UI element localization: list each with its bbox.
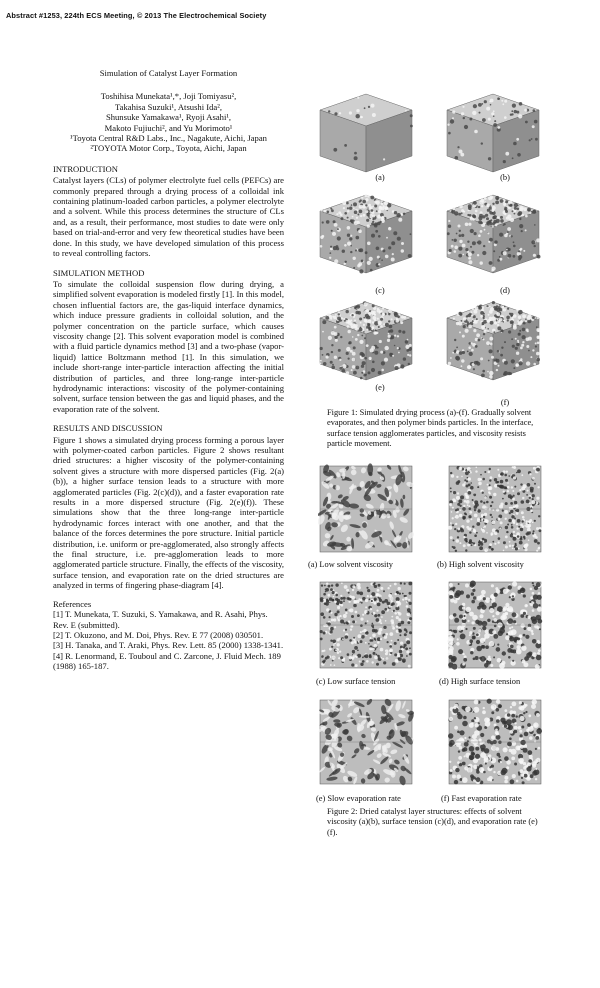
fig1-label-f: (f) — [500, 398, 510, 407]
page-header: Abstract #1253, 224th ECS Meeting, © 2013 The Electrochemical Society — [6, 11, 267, 20]
fig2-label-c: (c) Low surface tension — [316, 677, 396, 686]
fig1-panel-b — [445, 92, 541, 174]
author-line-3: Shunsuke Yamakawa¹, Ryoji Asahi¹, — [105, 112, 232, 123]
reference-4: [4] R. Lenormand, E. Touboul and C. Zarcone, J. Fluid Mech. 189 (1988) 165-187. — [53, 650, 281, 672]
affiliation-1: ¹Toyota Central R&D Labs., Inc., Nagakute, Aichi, Japan — [70, 133, 267, 144]
fig2-label-e: (e) Slow evaporation rate — [316, 794, 401, 803]
reference-3: [3] H. Tanaka, and T. Araki, Phys. Rev. Lett. 85 (2000) 1338-1341. — [53, 640, 284, 651]
fig2-panel-e — [318, 696, 414, 788]
method-heading: SIMULATION METHOD — [53, 267, 145, 278]
method-text: To simulate the colloidal suspension flow during drying, a simplified solvent evaporation is modeled firstly [1]. In this model, chosen influential factors are, the gas-liquid interface dynamics, which induce pressure gradients in colloidal solution, and the polymer concentration on the particle surface, which causes viscosity change [2]. This solvent evaporation model is combined with a fluid particle dynamics method [3] and a two-phase (vapor-liquid) lattice Boltzmann method [1]. In this simulation, we include short-range inter-particle interaction affecting the initial distribution of particles, and three long-range inter-particle hydrodynamic interactions: viscosity of the polymer-containing solvent, surface tension between the gas and liquid phases, and the evaporation rate of the solvent. — [53, 278, 284, 414]
introduction-heading: INTRODUCTION — [53, 163, 118, 174]
fig2-panel-f — [447, 696, 543, 788]
introduction-text: Catalyst layers (CLs) of polymer electrolyte fuel cells (PEFCs) are commonly prepared through a drying process of a colloidal ink containing platinum-loaded carbon particles, a polymer electrolyte and a solvent. While this process determines the structure of CLs and, as a result, their performance, most studies to date were only based on trial-and-error and very few theoretical studies have been done. In this study, we have developed simulation of this process to reveal controlling factors. — [53, 175, 284, 259]
fig1-panel-a — [318, 92, 414, 174]
fig2-label-a: (a) Low solvent viscosity — [308, 560, 393, 569]
fig1-panel-f — [445, 300, 541, 382]
fig2-panel-d — [447, 578, 543, 672]
fig2-label-b: (b) High solvent viscosity — [437, 560, 524, 569]
fig1-panel-d — [445, 193, 541, 275]
fig2-label-d: (d) High surface tension — [439, 677, 521, 686]
fig1-label-e: (e) — [375, 383, 385, 392]
introduction-section — [53, 164, 284, 259]
author-line-2: Takahisa Suzuki¹, Atsushi Ida², — [115, 101, 222, 112]
reference-1: [1] T. Munekata, T. Suzuki, S. Yamakawa, and R. Asahi, Phys. Rev. E (submitted). — [53, 609, 268, 630]
results-text: Figure 1 shows a simulated drying process forming a porous layer with polymer-coated carbon particles. Figure 2 shows resultant dried structures: a higher viscosity of the polymer-containing solvent gives a structure with more dispersed particles (Fig. 2(a)(b)), a higher surface tension leads to a structure with more agglomerated particles (Fig. 2(c)(d)), and a faster evaporation rate results in a more dispersed structure (Fig. 2(e)(f)). These simulations show that the three long-range inter-particle hydrodynamic forces interact with one another, and that the balance of the forces determines the pore structure. Initial particle distribution, i.e. uniform or pre-agglomerated, also strongly affects the final structure, i.e. pre-agglomeration leads to more agglomerated particle structure. Finally, the effects of the viscosity, surface tension, and evaporation rate on the dried structures are analyzed in terms of fingering phase-diagram [4]. — [53, 434, 284, 591]
fig1-caption: Figure 1: Simulated drying process (a)-(f). Gradually solvent evaporates, and then polymer binds particles. In the interface, surface tension agglomerates particles, and viscosity resists particle movement. — [327, 408, 534, 449]
results-section — [53, 423, 284, 591]
results-heading: RESULTS AND DISCUSSION — [53, 423, 163, 434]
author-line-4: Makoto Fujiuchi², and Yu Morimoto¹ — [104, 122, 233, 133]
references-heading: References — [53, 598, 92, 609]
fig2-label-f: (f) Fast evaporation rate — [441, 794, 522, 803]
fig1-label-d: (d) — [500, 286, 510, 295]
references-section — [53, 599, 284, 672]
fig1-panel-e — [318, 300, 414, 382]
left-column — [53, 68, 284, 672]
fig1-panel-c — [318, 193, 414, 275]
fig1-label-a: (a) — [375, 173, 385, 182]
reference-2: [2] T. Okuzono, and M. Doi, Phys. Rev. E 77 (2008) 030501. — [53, 629, 264, 640]
paper-title: Simulation of Catalyst Layer Formation — [99, 68, 238, 78]
method-section — [53, 268, 284, 415]
fig1-label-b: (b) — [500, 173, 510, 182]
affiliation-2: ²TOYOTA Motor Corp., Toyota, Aichi, Japan — [90, 143, 247, 154]
fig2-panel-c — [318, 578, 414, 672]
fig2-panel-b — [447, 462, 543, 556]
fig1-label-c: (c) — [375, 286, 385, 295]
author-line-1: Toshihisa Munekata¹,*, Joji Tomiyasu², — [100, 91, 237, 102]
fig2-panel-a — [318, 462, 414, 556]
title-block — [53, 68, 284, 154]
fig2-caption: Figure 2: Dried catalyst layer structures: effects of solvent viscosity (a)(b), surface tension (c)(d), and evaporation rate (e)(f). — [327, 807, 538, 837]
